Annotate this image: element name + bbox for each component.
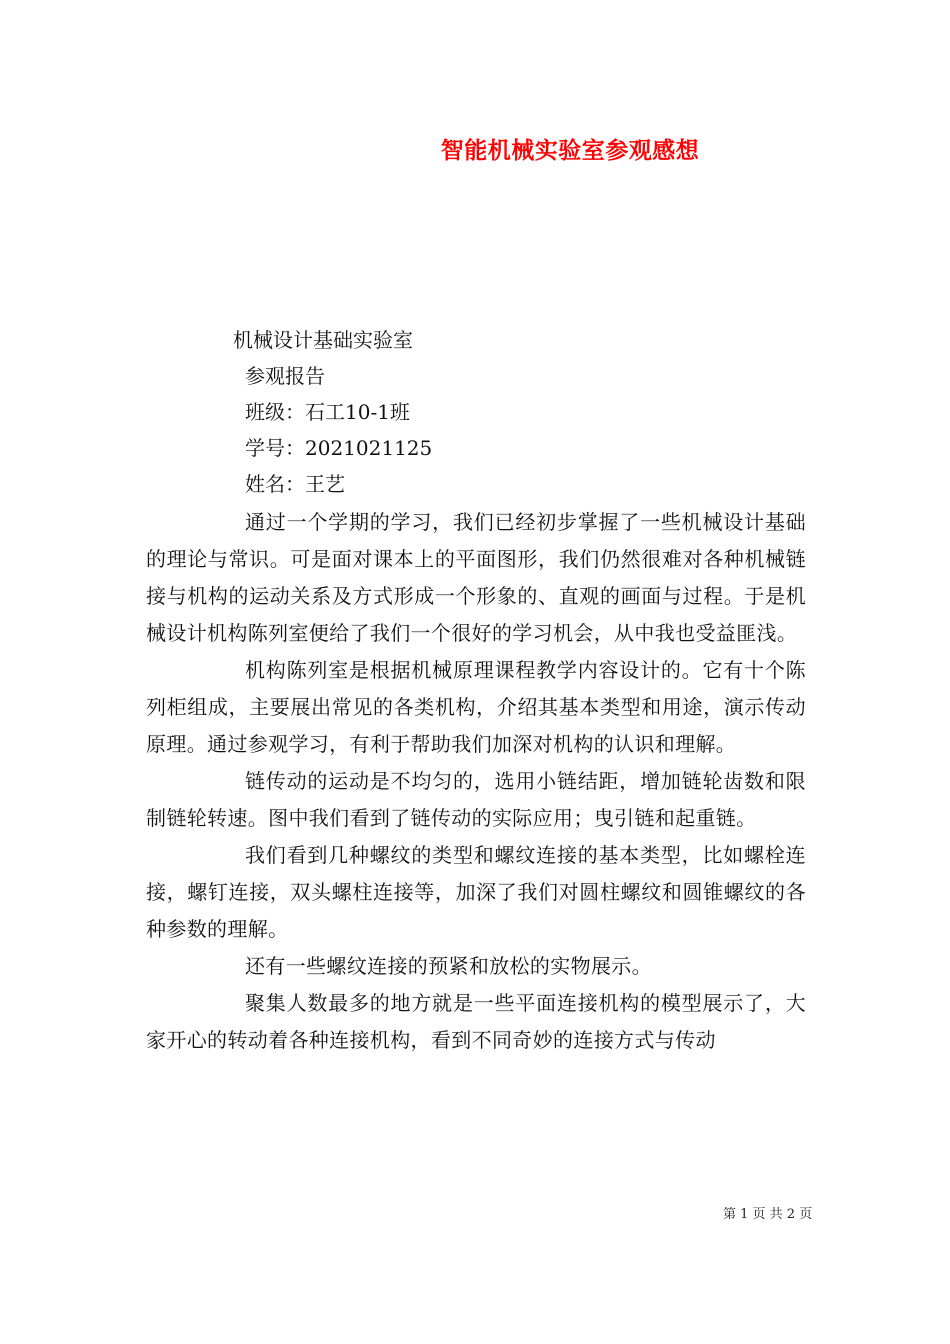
body-text — [146, 504, 806, 1059]
paragraph: 机构陈列室是根据机械原理课程教学内容设计的。它有十个陈列柜组成，主要展出常见的各类机构，介绍其基本类型和用途，演示传动原理。通过参观学习，有利于帮助我们加深对机构的认识和理解。 — [146, 658, 806, 756]
info-student-id: 学号：2021021125 — [245, 436, 433, 460]
info-class: 班级：石工10-1班 — [245, 400, 410, 424]
paragraph: 聚集人数最多的地方就是一些平面连接机构的模型展示了，大家开心的转动着各种连接机构，看到不同奇妙的连接方式与传动 — [146, 991, 806, 1052]
paragraph: 通过一个学期的学习，我们已经初步掌握了一些机械设计基础的理论与常识。可是面对课本上的平面图形，我们仍然很难对各种机械链接与机构的运动关系及方式形成一个形象的、直观的画面与过程。于是机械设计机构陈列室便给了我们一个很好的学习机会，从中我也受益匪浅。 — [146, 510, 806, 645]
document-title: 智能机械实验室参观感想 — [440, 138, 700, 164]
info-name: 姓名：王艺 — [245, 472, 345, 496]
paragraph: 还有一些螺纹连接的预紧和放松的实物展示。 — [245, 954, 652, 978]
info-report-type: 参观报告 — [245, 364, 325, 388]
paragraph: 链传动的运动是不均匀的，选用小链结距，增加链轮齿数和限制链轮转速。图中我们看到了链传动的实际应用；曳引链和起重链。 — [146, 769, 806, 830]
info-lab-name: 机械设计基础实验室 — [233, 328, 413, 352]
page-footer: 第 1 页 共 2 页 — [723, 1207, 813, 1222]
paragraph: 我们看到几种螺纹的类型和螺纹连接的基本类型，比如螺栓连接，螺钉连接，双头螺柱连接等，加深了我们对圆柱螺纹和圆锥螺纹的各种参数的理解。 — [146, 843, 806, 941]
